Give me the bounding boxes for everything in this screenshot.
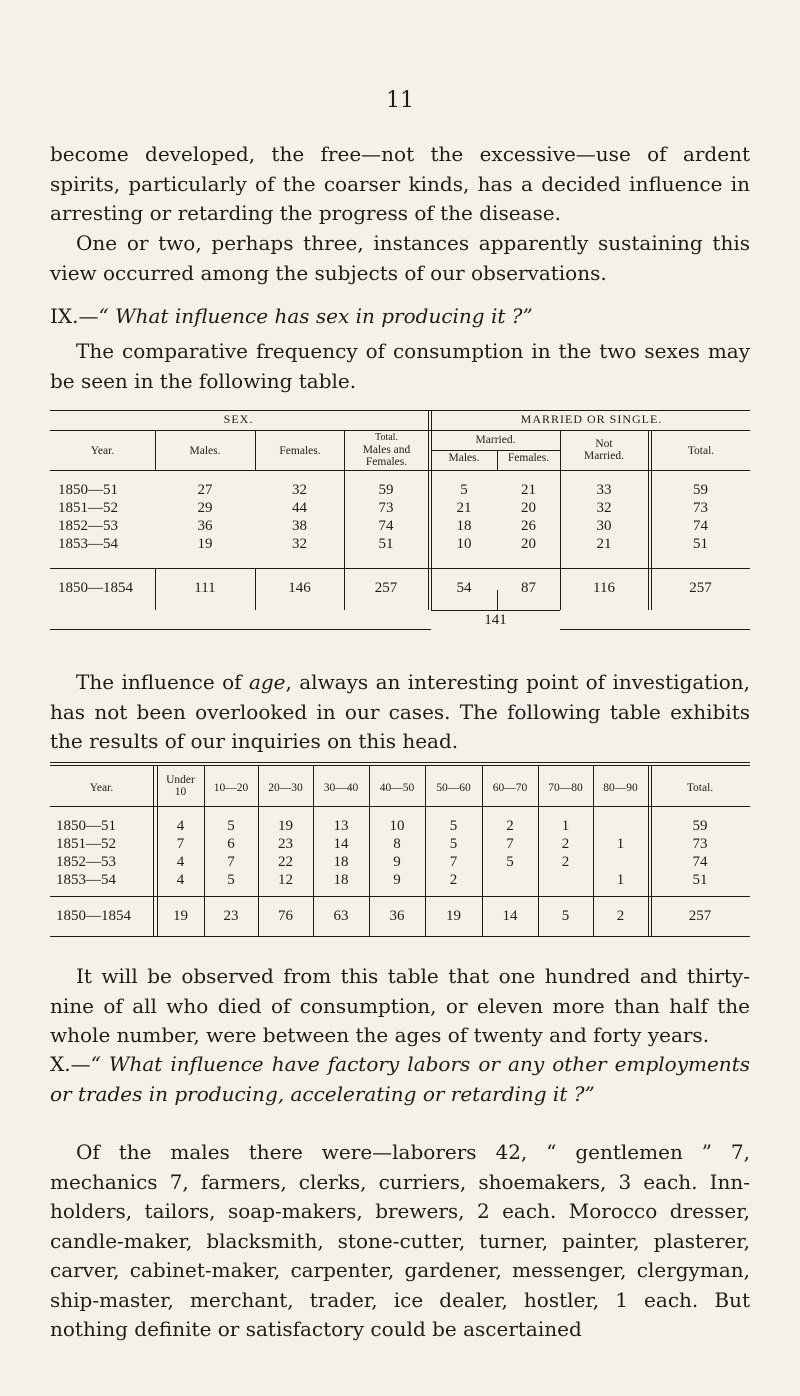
row-year-label: 1850—51 (58, 482, 118, 498)
table-cell: 21 (521, 482, 536, 498)
total-cell: 19 (173, 908, 188, 924)
total-cell: 23 (223, 908, 239, 924)
total-cell: 36 (389, 908, 405, 924)
table-cell: 8 (393, 836, 401, 852)
row-year-label: 1851—52 (58, 500, 118, 516)
table-cell: 5 (506, 854, 514, 870)
col-age-c1: 10—20 (213, 782, 249, 794)
row-year-label: 1853—54 (56, 872, 116, 888)
paragraph-sex-intro: The comparative frequency of consumption in the two sexes may be seen in the following table. (50, 339, 750, 393)
table-cell: 5 (227, 818, 235, 834)
col-year: Year. (89, 782, 114, 794)
table-cell: 26 (521, 518, 536, 534)
table-cell: 23 (278, 836, 293, 852)
row-year-label: 1851—52 (56, 836, 116, 852)
table-cell: 59 (692, 818, 708, 834)
sex-table (50, 410, 750, 650)
table-cell: 59 (378, 482, 394, 498)
table-cell: 2 (561, 836, 570, 852)
table-cell: 7 (227, 854, 235, 870)
col-age-c5: 50—60 (436, 782, 471, 794)
col-under-10-b: 10 (174, 786, 187, 798)
col-year: Year. (90, 445, 115, 457)
table-cell: 74 (693, 518, 708, 534)
col-age-c8: 80—90 (603, 782, 638, 794)
total-cell: 2 (616, 908, 625, 924)
table-cell: 59 (693, 482, 708, 498)
age-intro-a: The influence of (76, 670, 249, 694)
table-cell: 19 (197, 536, 213, 552)
total-cell: 54 (456, 580, 472, 596)
table-cell: 74 (378, 518, 394, 534)
question-x-text: “ What influence have factory labors or any other employments or trades in producing, accelerating or retarding it ?” (50, 1052, 750, 1106)
table-cell: 33 (596, 482, 612, 498)
table-cell: 74 (692, 854, 708, 870)
total-cell: 19 (446, 908, 461, 924)
col-males: Males. (189, 445, 221, 457)
table-cell: 2 (449, 872, 458, 888)
paragraph-age-intro (50, 668, 750, 757)
table-cell: 4 (176, 818, 185, 834)
table-cell: 73 (693, 500, 708, 516)
table-cell: 13 (333, 818, 349, 834)
question-x-number: X.— (50, 1052, 91, 1076)
table-cell: 27 (197, 482, 213, 498)
married-sum: 141 (484, 612, 507, 628)
age-intro-emph: age (248, 670, 286, 694)
table-cell: 18 (333, 872, 349, 888)
table-cell: 10 (389, 818, 405, 834)
table-cell: 4 (176, 872, 185, 888)
col-age-c6: 60—70 (492, 782, 528, 794)
table-cell: 7 (176, 836, 185, 852)
table-cell: 5 (460, 482, 468, 498)
table-cell: 12 (278, 872, 293, 888)
total-cell: 146 (288, 580, 311, 596)
paragraph-age-conclusion: It will be observed from this table that one hundred and thirty-nine of all who died of consumption, or eleven more than half the whole number, were between the ages of twenty and forty years. (50, 964, 750, 1047)
col-total-mf-2: Males and (362, 444, 411, 456)
col-age-c7: 70—80 (548, 782, 583, 794)
total-cell: 63 (333, 908, 349, 924)
table-cell: 21 (456, 500, 472, 516)
col-total-mf-1: Total. (375, 432, 398, 443)
table-cell: 20 (521, 500, 536, 516)
col-not-married-2: Married. (584, 450, 624, 462)
table-cell: 29 (197, 500, 213, 516)
table-cell: 1 (616, 836, 625, 852)
table-cell: 4 (176, 854, 185, 870)
col-total: Total. (686, 782, 714, 794)
row-year-label: 1852—53 (58, 518, 118, 534)
question-ix-text: “ What influence has sex in producing it ?” (98, 304, 533, 328)
total-year-label: 1850—1854 (58, 580, 133, 596)
table-cell: 7 (449, 854, 458, 870)
total-cell: 111 (194, 580, 216, 596)
total-cell: 257 (689, 580, 712, 596)
table-cell: 7 (506, 836, 514, 852)
table-cell: 22 (278, 854, 293, 870)
total-cell: 257 (688, 908, 712, 924)
question-x (50, 1050, 750, 1109)
married-group-header: MARRIED OR SINGLE. (520, 412, 663, 426)
total-cell: 116 (593, 580, 615, 596)
total-cell: 76 (278, 908, 293, 924)
table-cell: 2 (561, 854, 570, 870)
col-age-c3: 30—40 (323, 782, 359, 794)
row-year-label: 1850—51 (56, 818, 116, 834)
col-age-c2: 20—30 (268, 782, 303, 794)
table-cell: 9 (393, 854, 401, 870)
table-cell: 32 (596, 500, 612, 516)
age-intro-c: , always an interesting point of investigation, has not been overlooked in our cases. The following table exhibits the results of our inquiries on this head. (50, 670, 751, 753)
page-number: 11 (386, 88, 414, 113)
table-cell: 6 (227, 836, 235, 852)
col-not-married-1: Not (595, 438, 613, 450)
question-ix (50, 302, 750, 332)
paragraph-occupations: Of the males there were—laborers 42, “ gentlemen ” 7, mechanics 7, farmers, clerks, curriers, shoemakers, 3 each. Inn-holders, tailors, soap-makers, brewers, 2 each. Morocco dresser, candle-maker, blacksmith, stone-cutter, turner, painter, plasterer, carver, cabinet-maker, carpenter, gardener, messenger, clergyman, ship-master, merchant, trader, ice dealer, hostler, 1 each. But nothing definite or satisfactory could be ascertained (50, 1140, 750, 1341)
table-cell: 36 (197, 518, 213, 534)
col-total: Total. (687, 445, 715, 457)
table-cell: 20 (521, 536, 536, 552)
table-cell: 51 (378, 536, 394, 552)
table-cell: 1 (616, 872, 625, 888)
table-cell: 1 (561, 818, 570, 834)
table-cell: 32 (292, 536, 307, 552)
table-cell: 5 (449, 836, 458, 852)
sex-group-header: SEX. (223, 412, 254, 426)
col-age-c4: 40—50 (379, 782, 415, 794)
table-cell: 30 (596, 518, 612, 534)
total-cell: 87 (521, 580, 536, 596)
total-cell: 14 (502, 908, 518, 924)
total-year-label: 1850—1854 (56, 908, 131, 924)
age-table (50, 762, 750, 942)
paragraph-ardent-spirits: become developed, the free—not the excessive—use of ardent spirits, particularly of the coarser kinds, has a decided influence in arresting or retarding the progress of the disease. (50, 142, 750, 225)
col-total-mf-3: Females. (365, 456, 408, 468)
col-married-males: Males. (448, 452, 480, 464)
table-cell: 21 (596, 536, 612, 552)
table-cell: 2 (506, 818, 514, 834)
table-cell: 38 (292, 518, 307, 534)
table-cell: 51 (693, 536, 708, 552)
table-cell: 73 (378, 500, 394, 516)
total-cell: 257 (374, 580, 398, 596)
table-cell: 5 (449, 818, 458, 834)
table-cell: 5 (227, 872, 235, 888)
paragraph-instances: One or two, perhaps three, instances apparently sustaining this view occurred among the subjects of our observations. (50, 231, 750, 285)
col-females: Females. (279, 445, 321, 457)
row-year-label: 1852—53 (56, 854, 116, 870)
table-cell: 73 (692, 836, 708, 852)
table-cell: 9 (393, 872, 401, 888)
table-cell: 10 (456, 536, 472, 552)
table-cell: 51 (692, 872, 708, 888)
table-cell: 19 (278, 818, 293, 834)
col-married: Married. (475, 434, 516, 446)
table-cell: 18 (456, 518, 472, 534)
col-married-females: Females. (507, 452, 550, 464)
col-under-10-a: Under (166, 774, 195, 786)
question-ix-number: IX.— (50, 304, 99, 328)
table-cell: 44 (292, 500, 307, 516)
table-cell: 18 (333, 854, 349, 870)
row-year-label: 1853—54 (58, 536, 118, 552)
table-cell: 32 (292, 482, 307, 498)
table-cell: 14 (333, 836, 349, 852)
total-cell: 5 (561, 908, 570, 924)
